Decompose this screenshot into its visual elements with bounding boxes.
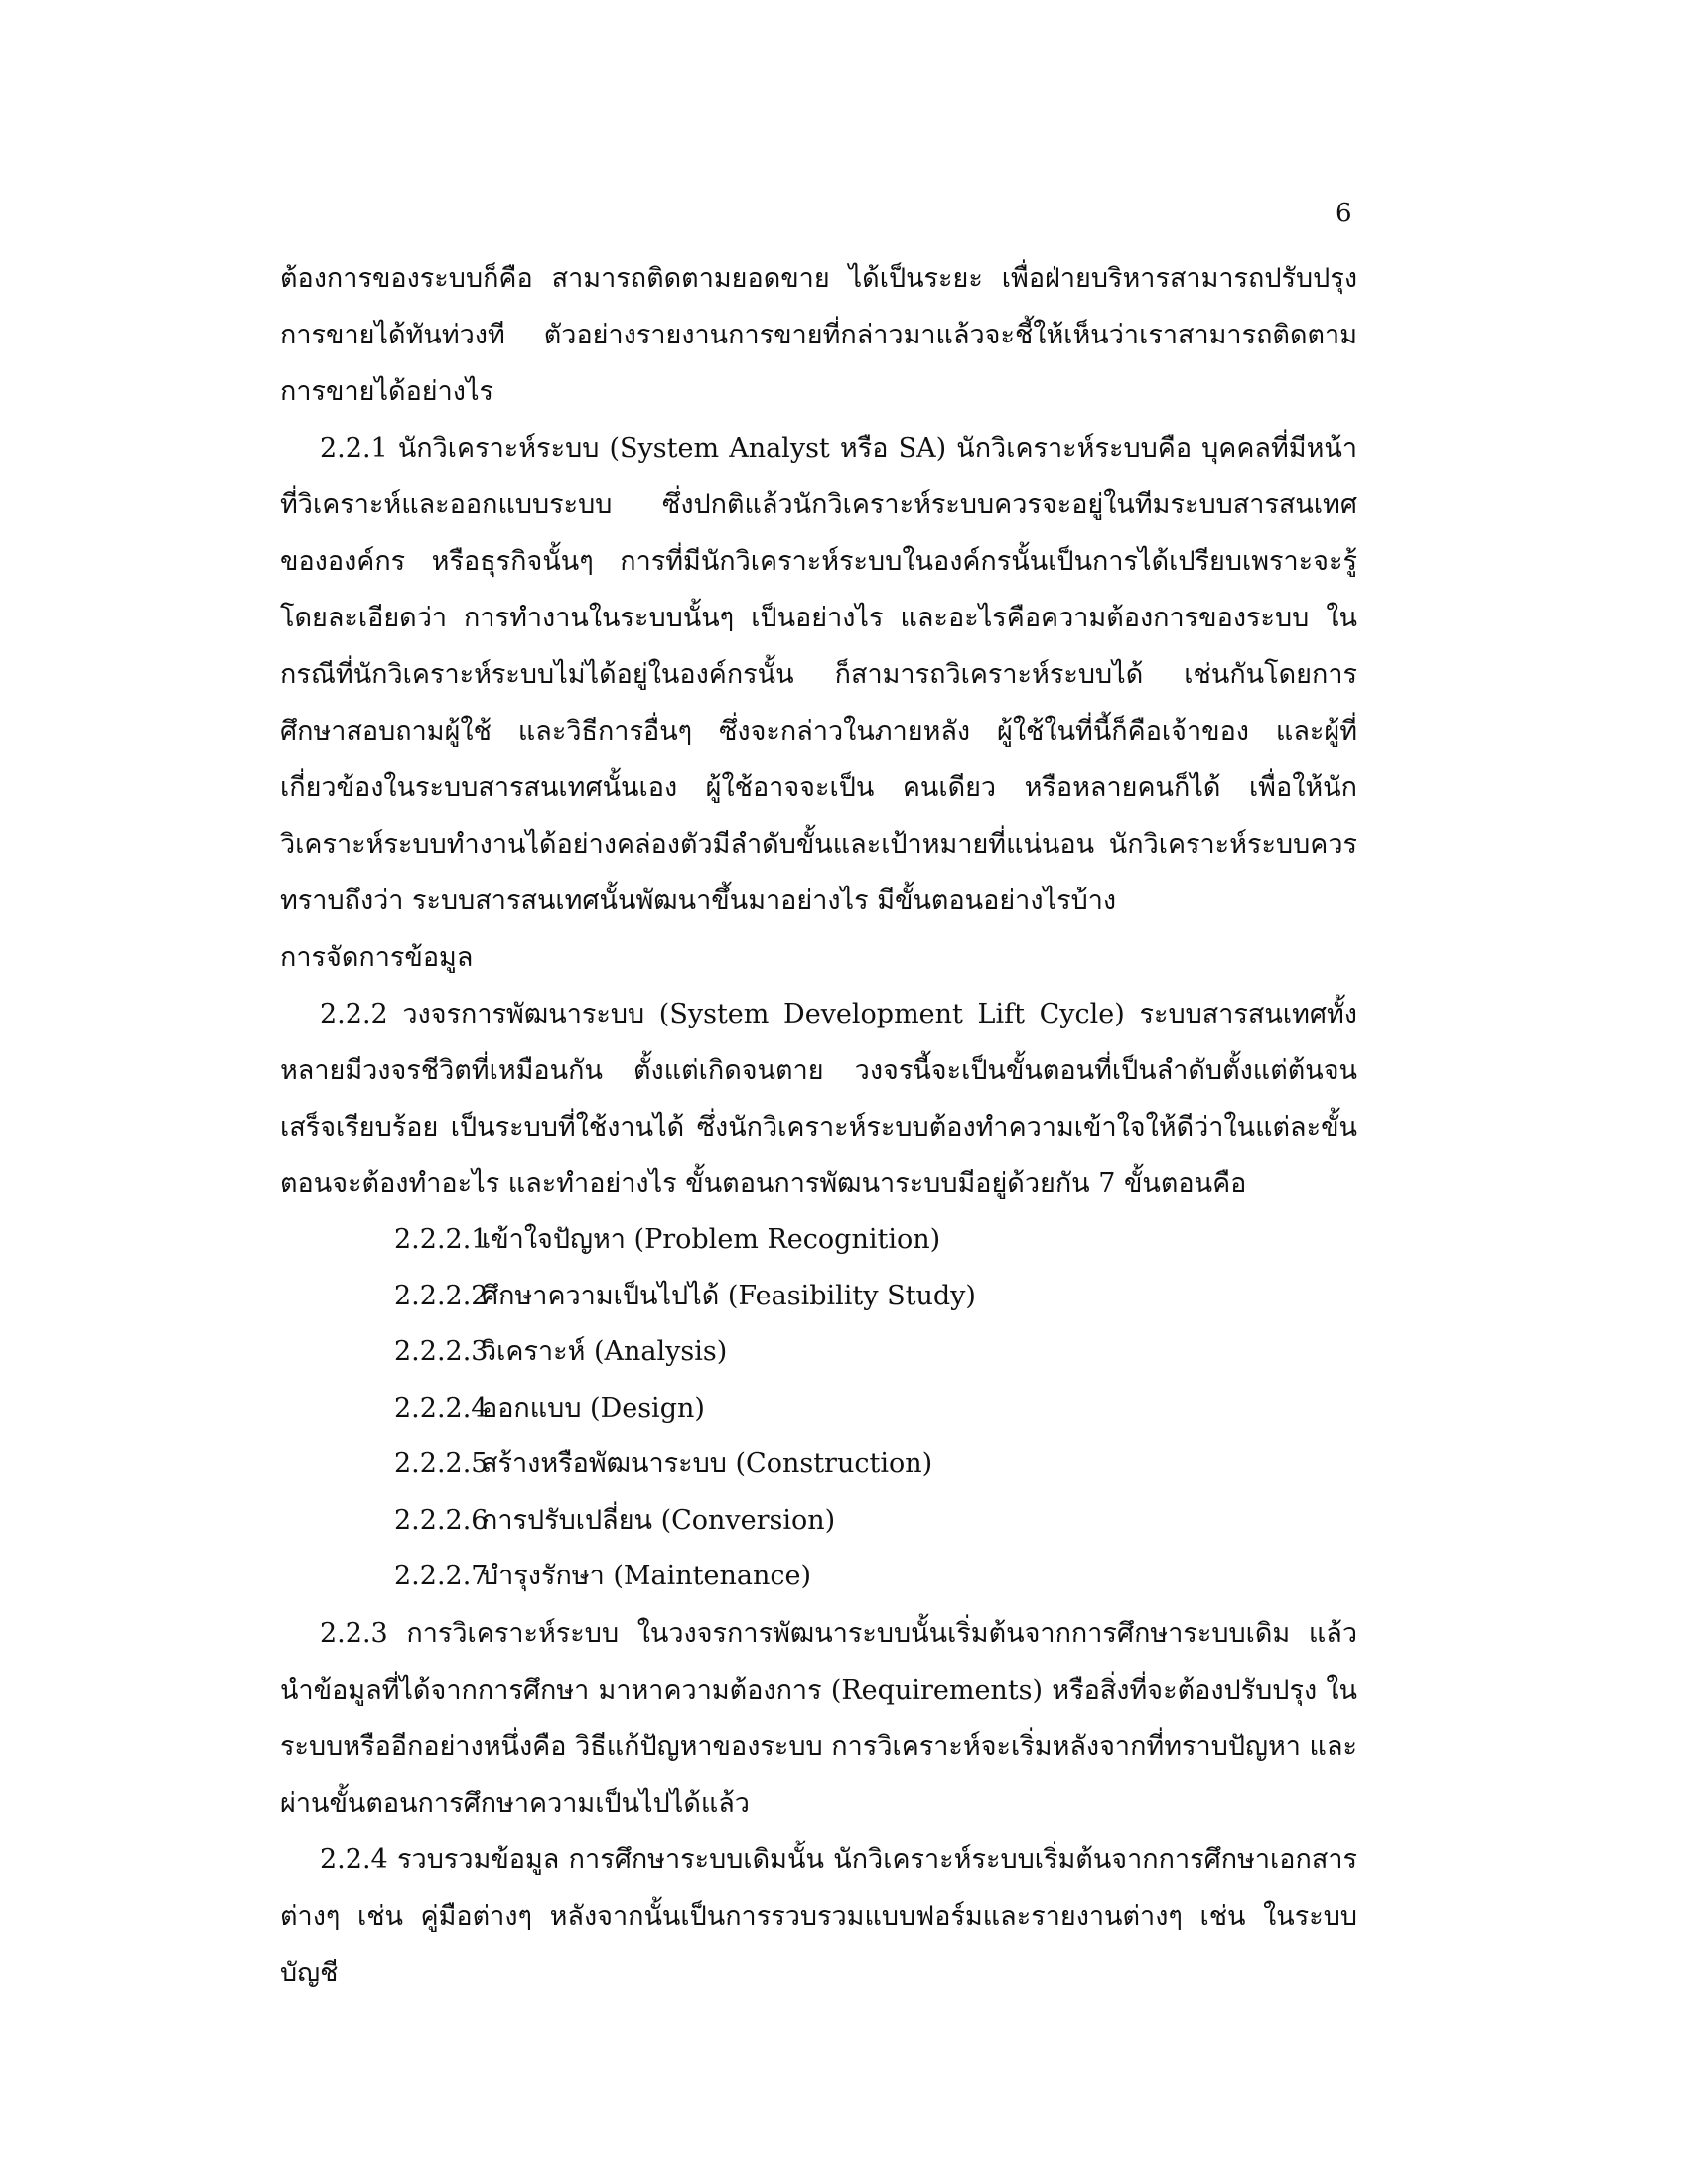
step-number: 2.2.2.4	[394, 1392, 489, 1424]
step-text: การปรับเปลี่ยน (Conversion)	[482, 1504, 836, 1536]
paragraph-sdlc: 2.2.2 วงจรการพัฒนาระบบ (System Development Lift Cycle) ระบบสารสนเทศทั้งหลายมีวงจรชีวิตที่เหมือนกัน ตั้งแต่เกิดจนตาย วงจรนี้จะเป็นขั้นตอนที่เป็นลำดับตั้งแต่ต้นจนเสร็จเรียบร้อย เป็นระบบที่ใช้งานได้ ซึ่งนักวิเคราะห์ระบบต้องทำความเข้าใจให้ดีว่าในแต่ละขั้นตอนจะต้องทำอะไร และทำอย่างไร ขั้นตอนการพัฒนาระบบมีอยู่ด้วยกัน 7 ขั้นตอนคือ	[280, 999, 1357, 1199]
step-number: 2.2.2.7	[394, 1561, 489, 1591]
step-text: ออกแบบ (Design)	[482, 1392, 705, 1424]
step-text: วิเคราะห์ (Analysis)	[482, 1336, 728, 1367]
step-text: สร้างหรือพัฒนาระบบ (Construction)	[482, 1448, 933, 1479]
step-text: เข้าใจปัญหา (Problem Recognition)	[482, 1224, 941, 1255]
sdlc-step-list	[280, 1212, 1357, 1605]
page-number: 6	[1336, 199, 1352, 228]
step-number: 2.2.2.1	[394, 1224, 489, 1255]
list-item	[394, 1493, 1357, 1550]
section-heading-data-management: การจัดการข้อมูล	[280, 942, 474, 973]
paragraph-sales-tracking: ต้องการของระบบก็คือ สามารถติดตามยอดขาย ได้เป็นระยะ เพื่อฝ่ายบริหารสามารถปรับปรุงการขายได้ทันท่วงที ตัวอย่างรายงานการขายที่กล่าวมาแล้วจะชี้ให้เห็นว่าเราสามารถติดตามการขายได้อย่างไร	[280, 263, 1357, 407]
step-text: ศึกษาความเป็นไปได้ (Feasibility Study)	[482, 1280, 976, 1311]
list-item	[394, 1269, 1357, 1325]
document-body	[280, 250, 1357, 2001]
list-item	[394, 1324, 1357, 1381]
list-item	[394, 1212, 1357, 1269]
step-number: 2.2.2.5	[394, 1448, 489, 1479]
paragraph-system-analyst: 2.2.1 นักวิเคราะห์ระบบ (System Analyst หรือ SA) นักวิเคราะห์ระบบคือ บุคคลที่มีหน้าที่วิเคราะห์และออกแบบระบบ ซึ่งปกติแล้วนักวิเคราะห์ระบบควรจะอยู่ในทีมระบบสารสนเทศขององค์กร หรือธุรกิจนั้นๆ การที่มีนักวิเคราะห์ระบบในองค์กรนั้นเป็นการได้เปรียบเพราะจะรู้โดยละเอียดว่า การทำงานในระบบนั้นๆ เป็นอย่างไร และอะไรคือความต้องการของระบบ ในกรณีที่นักวิเคราะห์ระบบไม่ได้อยู่ในองค์กรนั้น ก็สามารถวิเคราะห์ระบบได้ เช่นกันโดยการศึกษาสอบถามผู้ใช้ และวิธีการอื่นๆ ซึ่งจะกล่าวในภายหลัง ผู้ใช้ในที่นี้ก็คือเจ้าของ และผู้ที่เกี่ยวข้องในระบบสารสนเทศนั้นเอง ผู้ใช้อาจจะเป็น คนเดียว หรือหลายคนก็ได้ เพื่อให้นักวิเคราะห์ระบบทำงานได้อย่างคล่องตัวมีลำดับขั้นและเป้าหมายที่แน่นอน นักวิเคราะห์ระบบควรทราบถึงว่า ระบบสารสนเทศนั้นพัฒนาขึ้นมาอย่างไร มีขั้นตอนอย่างไรบ้าง	[280, 433, 1357, 916]
list-item	[394, 1381, 1357, 1437]
step-number: 2.2.2.2	[394, 1280, 489, 1311]
step-text: บำรุงรักษา (Maintenance)	[482, 1561, 812, 1591]
paragraph-system-analysis: 2.2.3 การวิเคราะห์ระบบ ในวงจรการพัฒนาระบบนั้นเริ่มต้นจากการศึกษาระบบเดิม แล้วนำข้อมูลที่ได้จากการศึกษา มาหาความต้องการ (Requirements) หรือสิ่งที่จะต้องปรับปรุง ในระบบหรืออีกอย่างหนึ่งคือ วิธีแก้ปัญหาของระบบ การวิเคราะห์จะเริ่มหลังจากที่ทราบปัญหา และผ่านขั้นตอนการศึกษาความเป็นไปได้แล้ว	[280, 1617, 1357, 1819]
list-item	[394, 1549, 1357, 1605]
list-item	[394, 1436, 1357, 1493]
paragraph-data-collection: 2.2.4 รวบรวมข้อมูล การศึกษาระบบเดิมนั้น นักวิเคราะห์ระบบเริ่มต้นจากการศึกษาเอกสารต่างๆ เช่น คู่มือต่างๆ หลังจากนั้นเป็นการรวบรวมแบบฟอร์มและรายงานต่างๆ เช่น ในระบบบัญชี	[280, 1843, 1357, 1988]
step-number: 2.2.2.3	[394, 1336, 489, 1367]
step-number: 2.2.2.6	[394, 1504, 489, 1536]
